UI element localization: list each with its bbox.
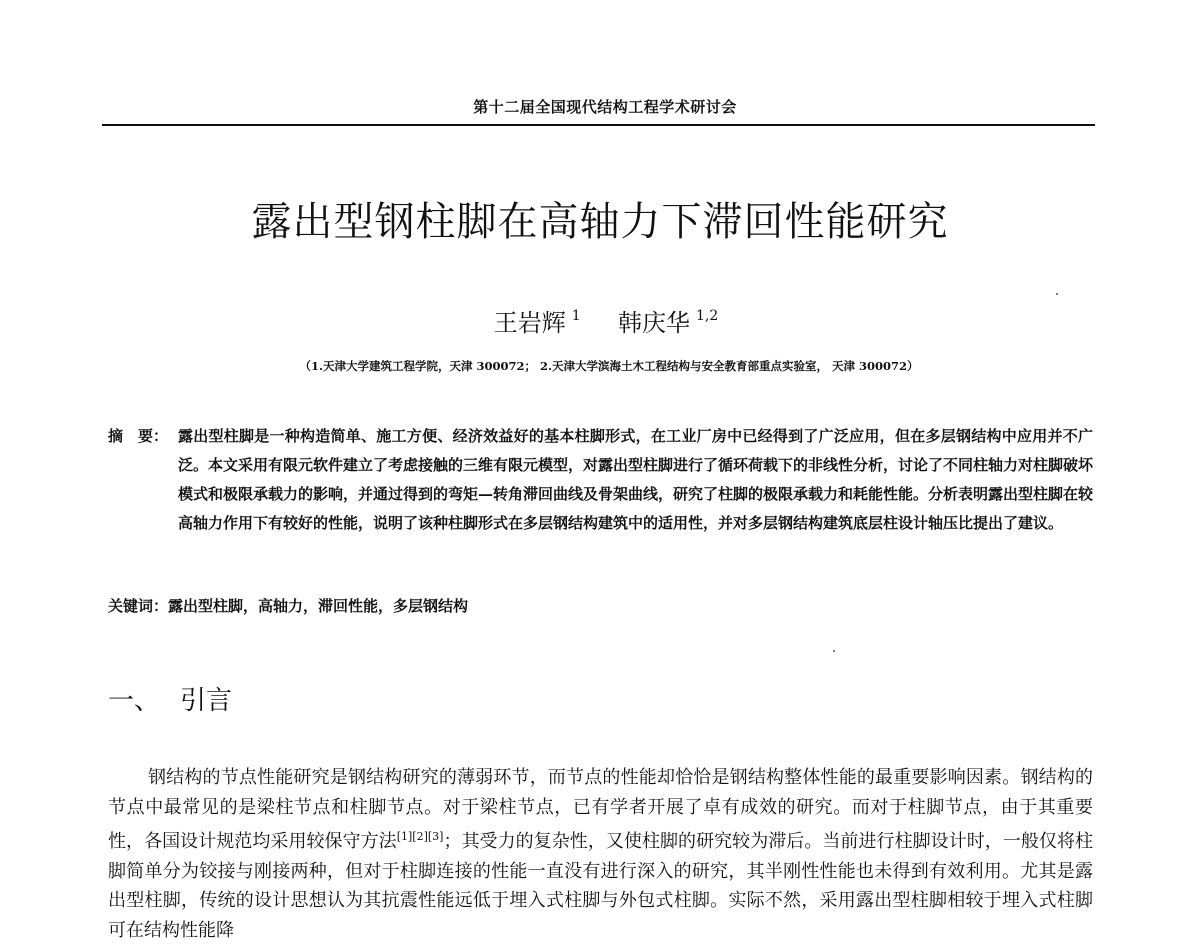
scan-speck (833, 650, 835, 652)
body-text-part: 钢结构的节点性能研究是钢结构研究的薄弱环节，而节点的性能却恰恰是钢结构整体性能的最重要影响因素。钢结构的节点中最常见的是梁柱节点和柱脚节点。对于梁柱节点，已有学者开展了卓有成效的研究。而对于柱脚节点，由于其重要性，各国设计规范均采用较保守方法 (108, 767, 1093, 852)
abstract (108, 422, 1093, 538)
section-heading (108, 680, 232, 717)
paper-title: 露出型钢柱脚在高轴力下滞回性能研究 (251, 199, 949, 245)
author-affiliation-mark: 1,2 (695, 308, 719, 324)
author-name: 韩庆华 (617, 309, 690, 337)
body-text-part: ；其受力的复杂性，又使柱脚的研究较为滞后。当前进行柱脚设计时，一般仅将柱脚简单分为铰接与刚接两种，但对于柱脚连接的性能一直没有进行深入的研究，其半刚性性能也未得到有效利用。尤其是露出型柱脚，传统的设计思想认为其抗震性能远低于埋入式柱脚与外包式柱脚。实际不然，采用露出型柱脚相较于埋入式柱脚可在结构性能降 (108, 831, 1094, 941)
scan-speck (1056, 293, 1058, 295)
abstract-text: 露出型柱脚是一种构造简单、施工方便、经济效益好的基本柱脚形式，在工业厂房中已经得到了广泛应用，但在多层钢结构中应用并不广泛。本文采用有限元软件建立了考虑接触的三维有限元模型，对露出型柱脚进行了循环荷载下的非线性分析，讨论了不同柱轴力对柱脚破坏模式和极限承载力的影响，并通过得到的弯矩—转角滞回曲线及骨架曲线，研究了柱脚的极限承载力和耗能性能。分析表明露出型柱脚在较高轴力作用下有较好的性能，说明了该种柱脚形式在多层钢结构建筑中的适用性，并对多层钢结构建筑底层柱设计轴压比提出了建议。 (178, 427, 1094, 532)
body-paragraph (108, 763, 1093, 945)
keywords (108, 595, 1093, 616)
header-rule (102, 124, 1095, 126)
running-header: 第十二届全国现代结构工程学术研讨会 (473, 98, 737, 116)
author-name: 王岩辉 (493, 309, 566, 337)
author-line (0, 303, 1200, 338)
abstract-label: 摘 要： (108, 427, 169, 445)
author-affiliation-mark: 1 (571, 308, 581, 324)
section-number: 一、 (108, 686, 161, 716)
citation-ref: [1][2][3] (396, 830, 444, 843)
section-title: 引言 (180, 686, 233, 716)
affiliations: （1.天津大学建筑工程学院，天津 300072； 2.天津大学滨海土木工程结构与安全教育部重点实验室， 天津 300072） (299, 359, 919, 373)
keywords-text: 露出型柱脚，高轴力，滞回性能，多层钢结构 (168, 597, 469, 615)
keywords-label: 关键词： (108, 597, 169, 615)
